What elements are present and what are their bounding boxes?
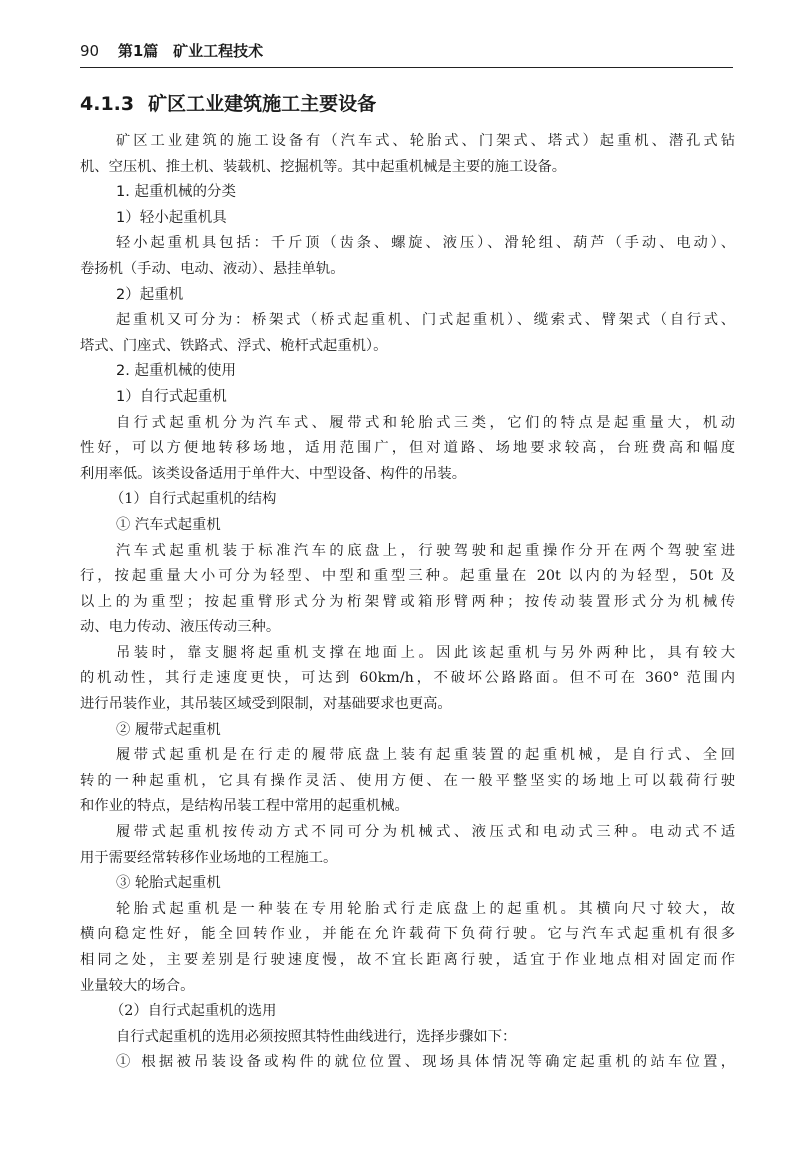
running-header bbox=[80, 40, 730, 64]
header-rule bbox=[80, 67, 733, 68]
text-line: 2）起重机 bbox=[116, 286, 184, 303]
text-line: 吊装时，靠支腿将起重机支撑在地面上。因此该起重机与另外两种比，具有较大 bbox=[116, 644, 735, 661]
text-line: ① 汽车式起重机 bbox=[116, 516, 221, 533]
section-heading bbox=[80, 89, 740, 119]
part-label: 第1篇 bbox=[117, 42, 159, 60]
text-line: 性好，可以方便地转移场地，适用范围广，但对道路、场地要求较高，台班费高和幅度 bbox=[80, 440, 735, 457]
text-line: 轮胎式起重机是一种装在专用轮胎式行走底盘上的起重机。其横向尺寸较大，故 bbox=[116, 900, 735, 917]
text-line: 横向稳定性好，能全回转作业，并能在允许载荷下负荷行驶。它与汽车式起重机有很多 bbox=[80, 926, 735, 943]
text-line: 矿区工业建筑的施工设备有（汽车式、轮胎式、门架式、塔式）起重机、潜孔式钻 bbox=[116, 133, 735, 149]
text-line: 机、空压机、推土机、装载机、挖掘机等。其中起重机械是主要的施工设备。 bbox=[80, 158, 567, 175]
book-title: 矿业工程技术 bbox=[173, 42, 264, 60]
text-line: 利用率低。该类设备适用于单件大、中型设备、构件的吊装。 bbox=[80, 465, 467, 482]
text-line: ① 根据被吊装设备或构件的就位位置、现场具体情况等确定起重机的站车位置， bbox=[116, 1054, 735, 1071]
text-line: 行，按起重量大小可分为轻型、中型和重型三种。起重量在 20t 以内的为轻型，50t 及 bbox=[80, 568, 735, 585]
text-line: （1）自行式起重机的结构 bbox=[110, 491, 277, 508]
text-line: ③ 轮胎式起重机 bbox=[116, 875, 221, 892]
text-line: 转的一种起重机，它具有操作灵活、使用方便、在一般平整坚实的场地上可以载荷行驶 bbox=[80, 772, 735, 789]
text-line: 起重机又可分为：桥架式（桥式起重机、门式起重机）、缆索式、臂架式（自行式、 bbox=[116, 312, 735, 329]
text-line: 汽车式起重机装于标准汽车的底盘上，行驶驾驶和起重操作分开在两个驾驶室进 bbox=[116, 542, 735, 559]
text-line: 2. 起重机械的使用 bbox=[116, 363, 236, 380]
text-line: 塔式、门座式、铁路式、浮式、桅杆式起重机）。 bbox=[80, 337, 388, 354]
text-line: ② 履带式起重机 bbox=[116, 721, 221, 738]
text-line: 的机动性，其行走速度更快，可达到 60km/h，不破坏公路路面。但不可在 360° 范围内 bbox=[80, 670, 735, 687]
section-title: 矿区工业建筑施工主要设备 bbox=[148, 93, 377, 115]
text-line: 轻小起重机具包括：千斤顶（齿条、螺旋、液压）、滑轮组、葫芦（手动、电动）、 bbox=[116, 235, 735, 252]
text-line: 1）自行式起重机 bbox=[116, 388, 227, 405]
text-line: 用于需要经常转移作业场地的工程施工。 bbox=[80, 849, 338, 866]
text-line: 卷扬机（手动、电动、液动）、悬挂单轨。 bbox=[80, 260, 345, 277]
text-line: 履带式起重机是在行走的履带底盘上装有起重装置的起重机械，是自行式、全回 bbox=[116, 747, 735, 764]
text-line: 业量较大的场合。 bbox=[80, 977, 195, 994]
section-number: 4.1.3 bbox=[80, 93, 135, 115]
text-line: （2）自行式起重机的选用 bbox=[110, 1003, 277, 1020]
text-line: 1）轻小起重机具 bbox=[116, 209, 227, 226]
text-line: 动、电力传动、液压传动三种。 bbox=[80, 619, 281, 636]
body-text bbox=[80, 129, 735, 1076]
page-number: 90 bbox=[80, 42, 100, 60]
text-line: 1. 起重机械的分类 bbox=[116, 184, 236, 201]
text-line: 自行式起重机的选用必须按照其特性曲线进行，选择步骤如下： bbox=[116, 1028, 517, 1045]
text-line: 相同之处，主要差别是行驶速度慢，故不宜长距离行驶，适宜于作业地点相对固定而作 bbox=[80, 952, 735, 968]
text-line: 自行式起重机分为汽车式、履带式和轮胎式三类，它们的特点是起重量大，机动 bbox=[116, 414, 735, 431]
text-line: 以上的为重型；按起重臂形式分为桁架臂或箱形臂两种；按传动装置形式分为机械传 bbox=[80, 593, 735, 610]
text-line: 履带式起重机按传动方式不同可分为机械式、液压式和电动式三种。电动式不适 bbox=[116, 824, 735, 841]
text-line: 进行吊装作业，其吊装区域受到限制，对基础要求也更高。 bbox=[80, 696, 452, 713]
text-line: 和作业的特点，是结构吊装工程中常用的起重机械。 bbox=[80, 798, 409, 815]
